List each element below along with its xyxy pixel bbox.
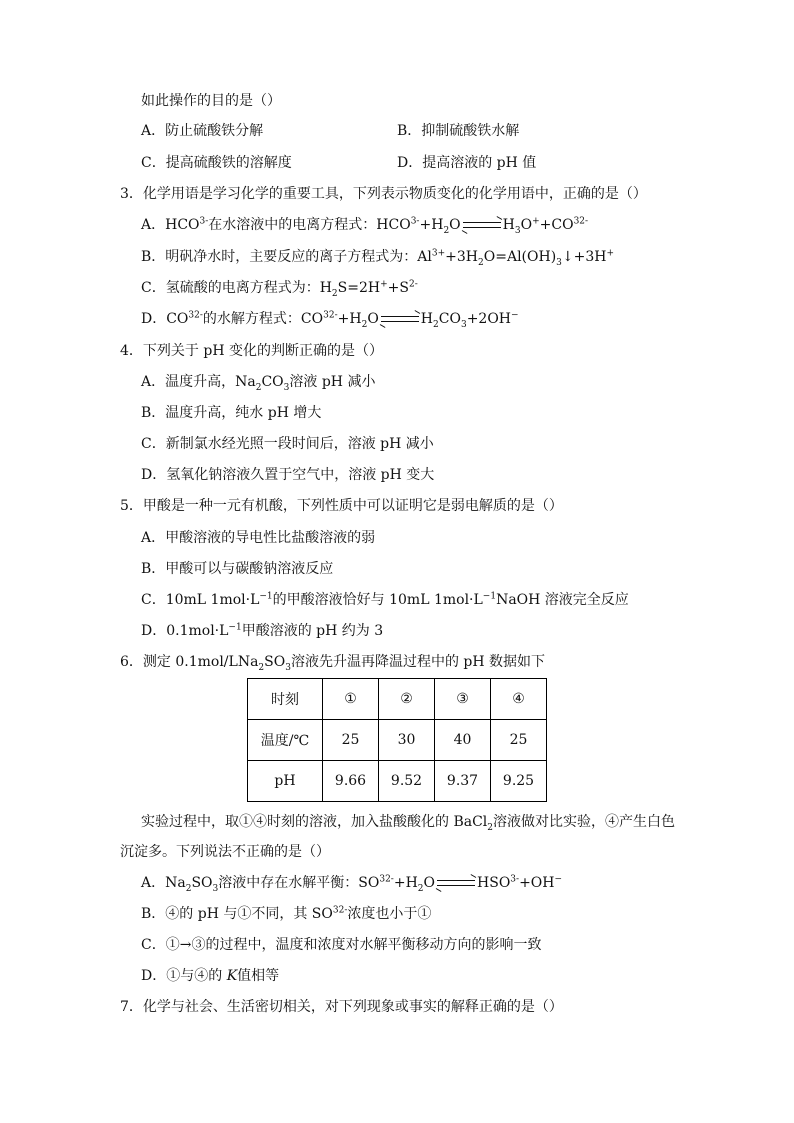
q6-option-a: A．$Na_2SO_3$溶液中存在水解平衡：$SO^{32-}+H_2O$ $HSO^{3-}+OH^-$ <box>141 874 563 894</box>
question-5: 5．甲酸是一种一元有机酸，下列性质中可以证明它是弱电解质的是（） <box>120 498 563 514</box>
q4-option-d: D．氢氧化钠溶液久置于空气中，溶液 pH 变大 <box>141 467 435 483</box>
table-cell: ③ <box>435 679 491 720</box>
table-row <box>248 679 547 720</box>
q5-option-b: B．甲酸可以与碳酸钠溶液反应 <box>141 561 334 577</box>
table-cell: 40 <box>435 720 491 761</box>
table-cell: 9.37 <box>435 761 491 802</box>
q5-option-a: A．甲酸溶液的导电性比盐酸溶液的弱 <box>141 530 376 546</box>
question-3: 3．化学用语是学习化学的重要工具，下列表示物质变化的化学用语中，正确的是（） <box>120 186 647 202</box>
option-b: B．抑制硫酸铁水解 <box>397 123 520 139</box>
option-c: C．提高硫酸铁的溶解度 <box>141 155 292 171</box>
option-d: D．提高溶液的 pH 值 <box>397 155 537 171</box>
q6-paragraph-line-1: 实验过程中，取①④时刻的溶液，加入盐酸酸化的 BaCl$_2$溶液做对比实验，④产生白色 <box>141 814 676 833</box>
table-cell: 9.52 <box>379 761 435 802</box>
table-row <box>248 720 547 761</box>
table-cell: ② <box>379 679 435 720</box>
table-row <box>248 761 547 802</box>
q6-option-d: D．①与④的 K值相等 <box>141 968 280 984</box>
q3-option-d: D．$CO^{32-}$的水解方程式：$CO^{32-}+H_2O$ $H_2CO_3+2OH^-$ <box>141 310 519 330</box>
q4-option-c: C．新制氯水经光照一段时间后，溶液 pH 减小 <box>141 436 434 452</box>
table-cell: 温度/℃ <box>248 720 323 761</box>
q6-paragraph-line-2: 沉淀多。下列说法不正确的是（） <box>120 844 330 860</box>
equilibrium-arrow-icon <box>463 222 501 228</box>
table-cell: 时刻 <box>248 679 323 720</box>
equilibrium-arrow-icon <box>381 316 419 322</box>
option-a: A．防止硫酸铁分解 <box>141 123 264 139</box>
question-6: 6．测定 $0.1mol/LNa_2SO_3$溶液先升温再降温过程中的 pH 数据如下 <box>120 654 546 673</box>
q3-option-b: B．明矾净水时，主要反应的离子方程式为：$Al^{3+}+3H_2O=Al(OH)_3↓+3H^+$ <box>141 248 615 268</box>
table-cell: ① <box>323 679 379 720</box>
equilibrium-arrow-icon <box>437 880 475 886</box>
q3-option-c: C．氢硫酸的电离方程式为：$H_2S=2H^++S^{2-}$ <box>141 279 418 299</box>
question-7: 7．化学与社会、生活密切相关，对下列现象或事实的解释正确的是（） <box>120 999 563 1015</box>
table-cell: 25 <box>491 720 547 761</box>
table-cell: 25 <box>323 720 379 761</box>
q5-option-d: D．$0.1mol\cdot L^{-1}$甲酸溶液的 pH 约为 3 <box>141 622 384 639</box>
ph-data-table <box>247 678 547 802</box>
table-cell: 9.66 <box>323 761 379 802</box>
table-cell: 9.25 <box>491 761 547 802</box>
q4-option-a: A．温度升高，$Na_2CO_3$溶液 pH 减小 <box>141 374 376 393</box>
table-cell: ④ <box>491 679 547 720</box>
question-stem-continuation: 如此操作的目的是（） <box>141 93 281 109</box>
q6-option-c: C．①→③的过程中，温度和浓度对水解平衡移动方向的影响一致 <box>141 937 542 953</box>
table-cell: 30 <box>379 720 435 761</box>
q6-option-b: B．④的 pH 与①不同，其 $SO^{32-}$浓度也小于① <box>141 905 432 922</box>
q4-option-b: B．温度升高，纯水 pH 增大 <box>141 405 322 421</box>
q5-option-c: C．10mL $1mol\cdot L^{-1}$的甲酸溶液恰好与 10mL $1mol\cdot L^{-1}NaOH$ 溶液完全反应 <box>141 591 629 608</box>
q3-option-a: A．$HCO^{3-}$在水溶液中的电离方程式：$HCO^{3-}+H_2O$ $H_3O^++CO^{32-}$ <box>141 216 589 236</box>
question-4: 4．下列关于 pH 变化的判断正确的是（） <box>120 343 383 359</box>
table-cell: pH <box>248 761 323 802</box>
